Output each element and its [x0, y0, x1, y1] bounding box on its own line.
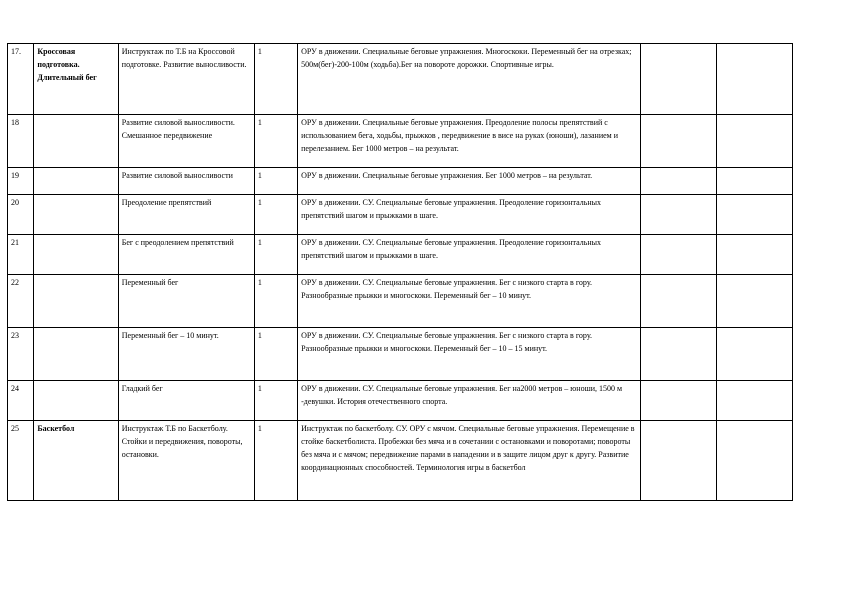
section-cell — [34, 235, 118, 275]
section-cell — [34, 195, 118, 235]
lesson-topic: Инструктаж Т.Б по Баскетболу. Стойки и передвижения, повороты, остановки. — [118, 421, 254, 501]
table-row — [8, 328, 793, 381]
date-fact-cell — [716, 115, 792, 168]
lesson-topic: Развитие силовой выносливости — [118, 168, 254, 195]
lesson-topic: Бег с преодолением препятствий — [118, 235, 254, 275]
table-row — [8, 275, 793, 328]
table-row — [8, 381, 793, 421]
date-plan-cell — [641, 275, 717, 328]
lesson-number: 17. — [8, 44, 34, 115]
lesson-content: ОРУ в движении. СУ. Специальные беговые упражнения. Преодоление горизонтальных препятствий шагом и прыжками в шаге. — [298, 235, 641, 275]
date-fact-cell — [716, 195, 792, 235]
lesson-topic: Переменный бег — [118, 275, 254, 328]
date-fact-cell — [716, 381, 792, 421]
section-cell — [34, 381, 118, 421]
section-title: Кроссовая подготовка. — [37, 47, 80, 69]
lesson-topic: Преодоление препятствий — [118, 195, 254, 235]
lesson-number: 19 — [8, 168, 34, 195]
table-row — [8, 195, 793, 235]
lesson-number: 25 — [8, 421, 34, 501]
lesson-number: 24 — [8, 381, 34, 421]
lesson-hours: 1 — [254, 44, 297, 115]
date-fact-cell — [716, 275, 792, 328]
date-plan-cell — [641, 168, 717, 195]
date-plan-cell — [641, 421, 717, 501]
date-plan-cell — [641, 44, 717, 115]
lesson-hours: 1 — [254, 381, 297, 421]
table-row — [8, 235, 793, 275]
lesson-content: ОРУ в движении. Специальные беговые упражнения. Многоскоки. Переменный бег на отрезках; 500м(бег)-200-100м (ходьба).Бег на повороте дорожки. Спортивные игры. — [298, 44, 641, 115]
lesson-hours: 1 — [254, 275, 297, 328]
table-row — [8, 168, 793, 195]
lesson-number: 22 — [8, 275, 34, 328]
table-row — [8, 115, 793, 168]
lesson-content: ОРУ в движении. СУ. Специальные беговые упражнения. Бег с низкого старта в гору. Разнообразные прыжки и многоскоки. Переменный бег – 10 минут. — [298, 275, 641, 328]
lesson-plan-table — [7, 43, 793, 501]
date-plan-cell — [641, 235, 717, 275]
date-plan-cell — [641, 381, 717, 421]
lesson-hours: 1 — [254, 421, 297, 501]
lesson-content: ОРУ в движении. СУ. Специальные беговые упражнения. Бег с низкого старта в гору. Разнообразные прыжки и многоскоки. Переменный бег – 10 – 15 минут. — [298, 328, 641, 381]
lesson-hours: 1 — [254, 168, 297, 195]
date-fact-cell — [716, 168, 792, 195]
date-fact-cell — [716, 235, 792, 275]
lesson-number: 18 — [8, 115, 34, 168]
date-plan-cell — [641, 195, 717, 235]
section-cell — [34, 275, 118, 328]
lesson-number: 21 — [8, 235, 34, 275]
section-cell — [34, 44, 118, 115]
lesson-topic: Инструктаж по Т.Б на Кроссовой подготовке. Развитие выносливости. — [118, 44, 254, 115]
lesson-hours: 1 — [254, 235, 297, 275]
date-fact-cell — [716, 328, 792, 381]
lesson-topic: Гладкий бег — [118, 381, 254, 421]
section-cell — [34, 328, 118, 381]
table-row — [8, 44, 793, 115]
lesson-topic: Переменный бег – 10 минут. — [118, 328, 254, 381]
lesson-topic: Развитие силовой выносливости. Смешанное передвижение — [118, 115, 254, 168]
lesson-content: ОРУ в движении. Специальные беговые упражнения. Преодоление полосы препятствий с использованием бега, ходьбы, прыжков , передвижение в висе на руках (юноши), лазанием и перелезанием. Бег 1000 метров – на результат. — [298, 115, 641, 168]
lesson-hours: 1 — [254, 195, 297, 235]
lesson-content: ОРУ в движении. СУ. Специальные беговые упражнения. Преодоление горизонтальных препятствий шагом и прыжками в шаге. — [298, 195, 641, 235]
table-row — [8, 421, 793, 501]
date-plan-cell — [641, 328, 717, 381]
lesson-number: 20 — [8, 195, 34, 235]
date-fact-cell — [716, 421, 792, 501]
section-cell: Баскетбол — [34, 421, 118, 501]
section-cell — [34, 168, 118, 195]
lesson-number: 23 — [8, 328, 34, 381]
lesson-content: ОРУ в движении. СУ. Специальные беговые упражнения. Бег на2000 метров – юноши, 1500 м -девушки. История отечественного спорта. — [298, 381, 641, 421]
lesson-hours: 1 — [254, 115, 297, 168]
lesson-hours: 1 — [254, 328, 297, 381]
section-cell — [34, 115, 118, 168]
lesson-content: Инструктаж по баскетболу. СУ. ОРУ с мячом. Специальные беговые упражнения. Перемещение в стойке баскетболиста. Пробежки без мяча и в сочетании с остановками и поворотами; повороты без мяча и с мячом; передвижение парами в нападении и в защите лицом друг к другу. Развитие координационных способностей. Терминология игры в баскетбол — [298, 421, 641, 501]
section-subtitle: Длительный бег — [37, 73, 97, 82]
lesson-content: ОРУ в движении. Специальные беговые упражнения. Бег 1000 метров – на результат. — [298, 168, 641, 195]
date-plan-cell — [641, 115, 717, 168]
date-fact-cell — [716, 44, 792, 115]
